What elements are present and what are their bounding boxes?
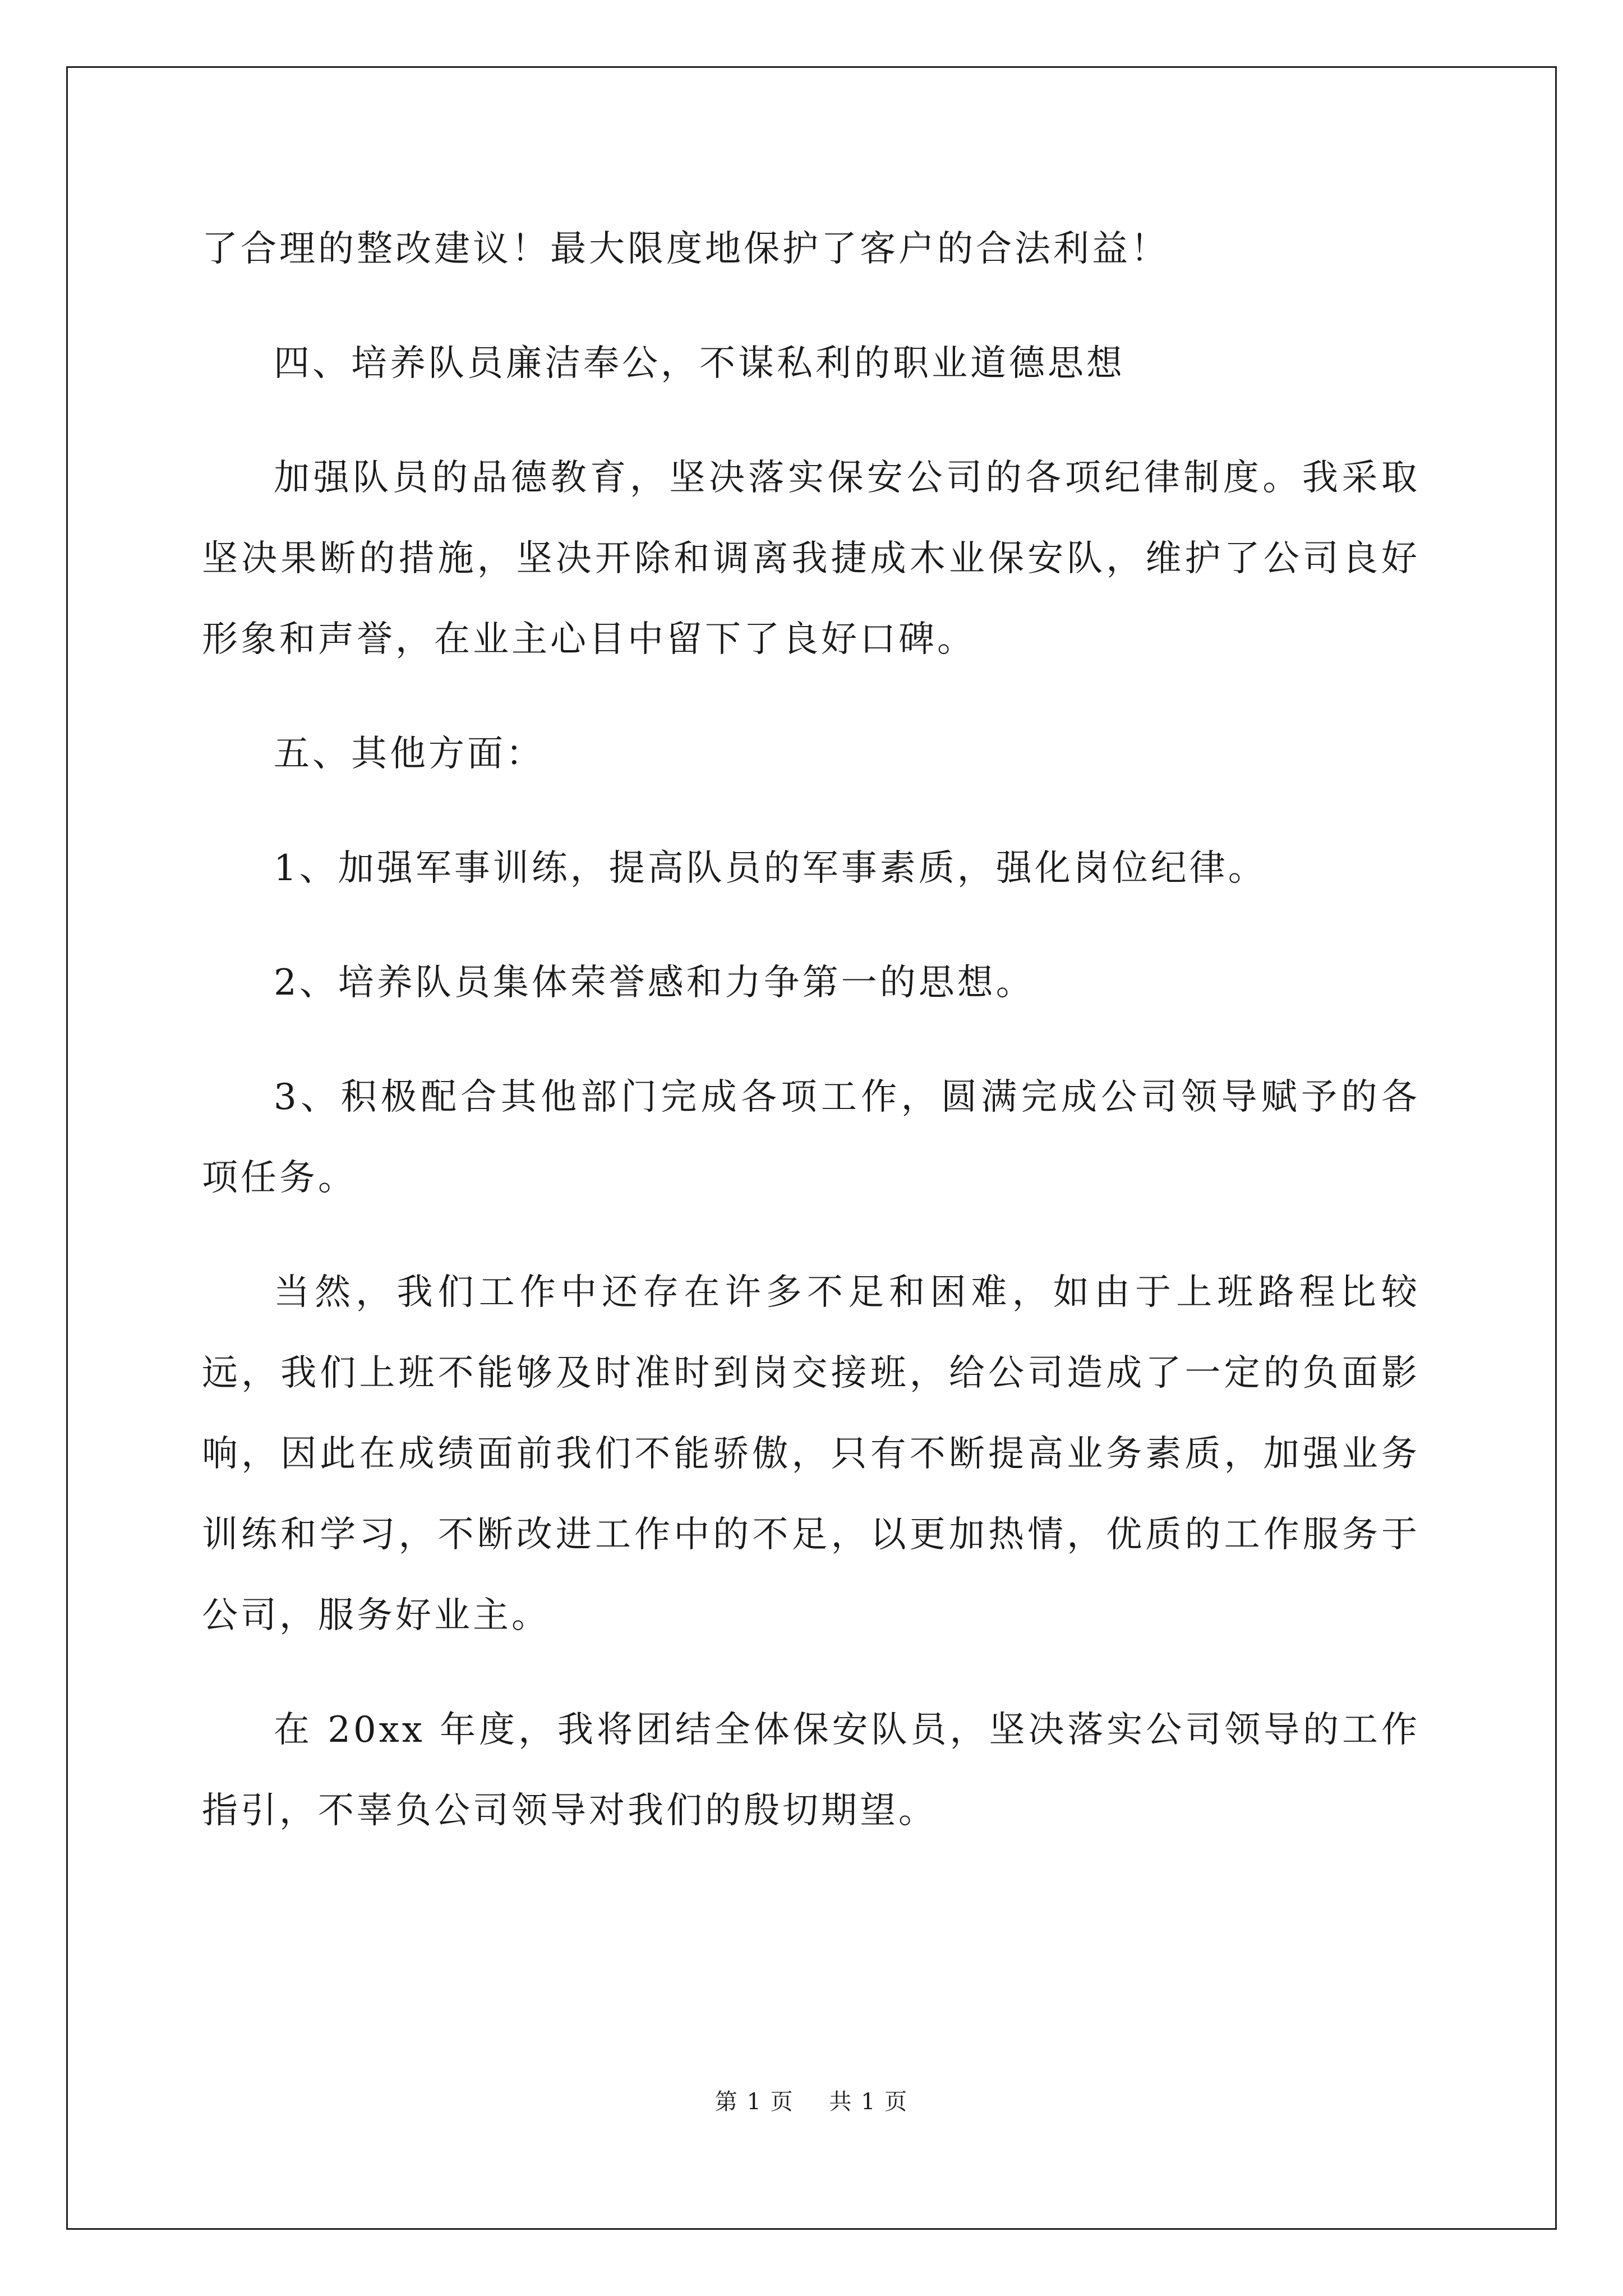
paragraph: 加强队员的品德教育，坚决落实保安公司的各项纪律制度。我采取坚决果断的措施，坚决开除和调离我捷成木业保安队，维护了公司良好形象和声誉，在业主心目中留下了良好口碑。 xyxy=(202,457,1420,660)
list-item: 3、积极配合其他部门完成各项工作，圆满完成公司领导赋予的各项任务。 xyxy=(202,1076,1420,1199)
document-body xyxy=(202,209,1420,1885)
paragraph: 当然，我们工作中还存在许多不足和困难，如由于上班路程比较远，我们上班不能够及时准时到岗交接班，给公司造成了一定的负面影响，因此在成绩面前我们不能骄傲，只有不断提高业务素质，加强业务训练和学习，不断改进工作中的不足，以更加热情，优质的工作服务于公司，服务好业主。 xyxy=(202,1272,1420,1636)
page-total: 共 1 页 xyxy=(829,2089,909,2115)
section-heading: 五、其他方面： xyxy=(274,733,545,775)
paragraph: 了合理的整改建议！最大限度地保护了客户的合法利益！ xyxy=(202,228,1169,270)
page-number: 第 1 页 xyxy=(714,2089,794,2115)
list-item: 2、培养队员集体荣誉感和力争第一的思想。 xyxy=(274,962,1035,1004)
section-heading: 四、培养队员廉洁奉公，不谋私利的职业道德思想 xyxy=(274,343,1125,384)
paragraph: 在 20xx 年度，我将团结全体保安队员，坚决落实公司领导的工作指引，不辜负公司领导对我们的殷切期望。 xyxy=(202,1709,1420,1832)
list-item: 1、加强军事训练，提高队员的军事素质，强化岗位纪律。 xyxy=(274,848,1267,889)
page-footer xyxy=(0,2084,1623,2116)
